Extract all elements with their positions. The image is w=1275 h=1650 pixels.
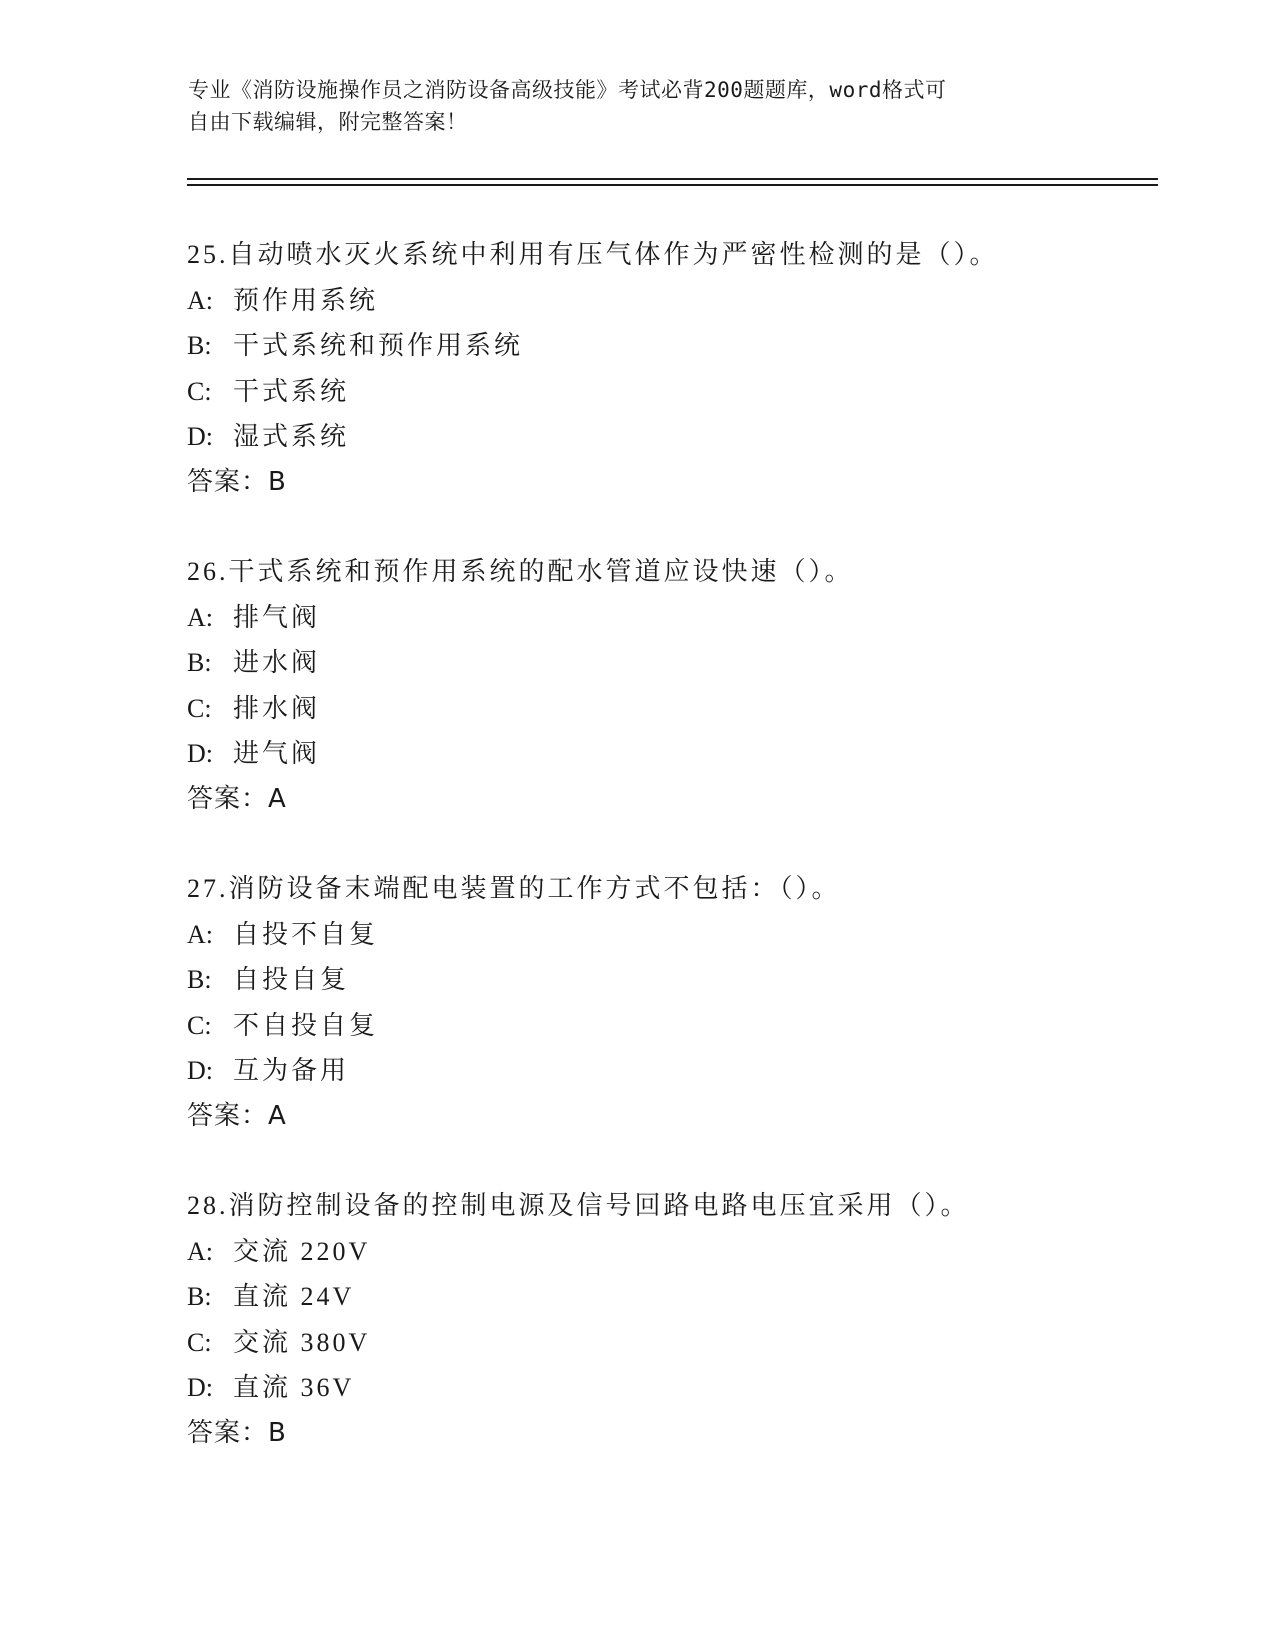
option-a <box>187 912 1147 958</box>
header-line-1: 专业《消防设施操作员之消防设备高级技能》考试必背200题题库，word格式可 <box>188 78 947 102</box>
option-text: 自投不自复 <box>233 919 379 949</box>
answer-line: 答案：B <box>187 1417 287 1448</box>
option-d <box>187 414 1147 460</box>
option-a <box>187 278 1147 324</box>
option-text: 自投自复 <box>233 965 350 994</box>
option-text: 进气阀 <box>233 739 321 768</box>
option-a <box>187 595 1147 641</box>
option-letter: D: <box>187 1373 213 1402</box>
question-stem: 26.干式系统和预作用系统的配水管道应设快速（）。 <box>187 557 854 586</box>
option-c <box>187 369 1147 415</box>
option-text: 交流 380V <box>233 1327 371 1357</box>
option-letter: C: <box>187 1010 212 1040</box>
option-letter: B: <box>187 648 212 677</box>
option-text: 交流 220V <box>233 1236 371 1266</box>
option-letter: B: <box>187 331 212 360</box>
option-text: 预作用系统 <box>233 285 379 315</box>
header-line-2: 自由下载编辑，附完整答案！ <box>188 110 468 134</box>
option-b <box>187 957 1147 1003</box>
option-d <box>187 1048 1147 1094</box>
option-text: 排气阀 <box>233 602 321 632</box>
option-letter: C: <box>187 693 212 723</box>
answer-line: 答案：A <box>187 783 287 814</box>
option-text: 互为备用 <box>233 1056 350 1085</box>
option-text: 不自投自复 <box>233 1010 379 1040</box>
option-text: 干式系统 <box>233 376 350 406</box>
answer-line: 答案：B <box>187 466 287 497</box>
option-letter: C: <box>187 376 212 406</box>
option-d <box>187 731 1147 777</box>
option-a <box>187 1229 1147 1275</box>
option-letter: B: <box>187 1282 212 1311</box>
question-list <box>187 232 1147 1456</box>
option-c <box>187 686 1147 732</box>
option-b <box>187 323 1147 369</box>
question-stem: 28.消防控制设备的控制电源及信号回路电路电压宜采用（）。 <box>187 1191 970 1220</box>
option-text: 干式系统和预作用系统 <box>233 331 524 360</box>
option-c <box>187 1320 1147 1366</box>
option-text: 直流 24V <box>233 1282 355 1311</box>
header-divider-bottom <box>187 184 1158 186</box>
question-item <box>187 1183 1147 1456</box>
question-stem: 27.消防设备末端配电装置的工作方式不包括：（）。 <box>187 874 841 903</box>
option-b <box>187 1274 1147 1320</box>
option-letter: D: <box>187 422 213 451</box>
document-header <box>188 74 1068 138</box>
option-letter: A: <box>187 919 213 949</box>
question-item <box>187 549 1147 822</box>
option-letter: A: <box>187 285 213 315</box>
question-spacer <box>187 505 1147 549</box>
answer-line: 答案：A <box>187 1100 287 1131</box>
option-text: 直流 36V <box>233 1373 355 1402</box>
option-c <box>187 1003 1147 1049</box>
question-item <box>187 866 1147 1139</box>
option-d <box>187 1365 1147 1411</box>
option-letter: A: <box>187 602 213 632</box>
option-letter: A: <box>187 1236 213 1266</box>
option-letter: B: <box>187 965 212 994</box>
option-b <box>187 640 1147 686</box>
option-letter: D: <box>187 739 213 768</box>
option-letter: D: <box>187 1056 213 1085</box>
option-letter: C: <box>187 1327 212 1357</box>
question-stem: 25.自动喷水灭火系统中利用有压气体作为严密性检测的是（）。 <box>187 240 999 269</box>
header-divider-top <box>187 178 1158 180</box>
question-spacer <box>187 1139 1147 1183</box>
question-spacer <box>187 822 1147 866</box>
question-item <box>187 232 1147 505</box>
option-text: 进水阀 <box>233 648 321 677</box>
option-text: 排水阀 <box>233 693 321 723</box>
option-text: 湿式系统 <box>233 422 350 451</box>
